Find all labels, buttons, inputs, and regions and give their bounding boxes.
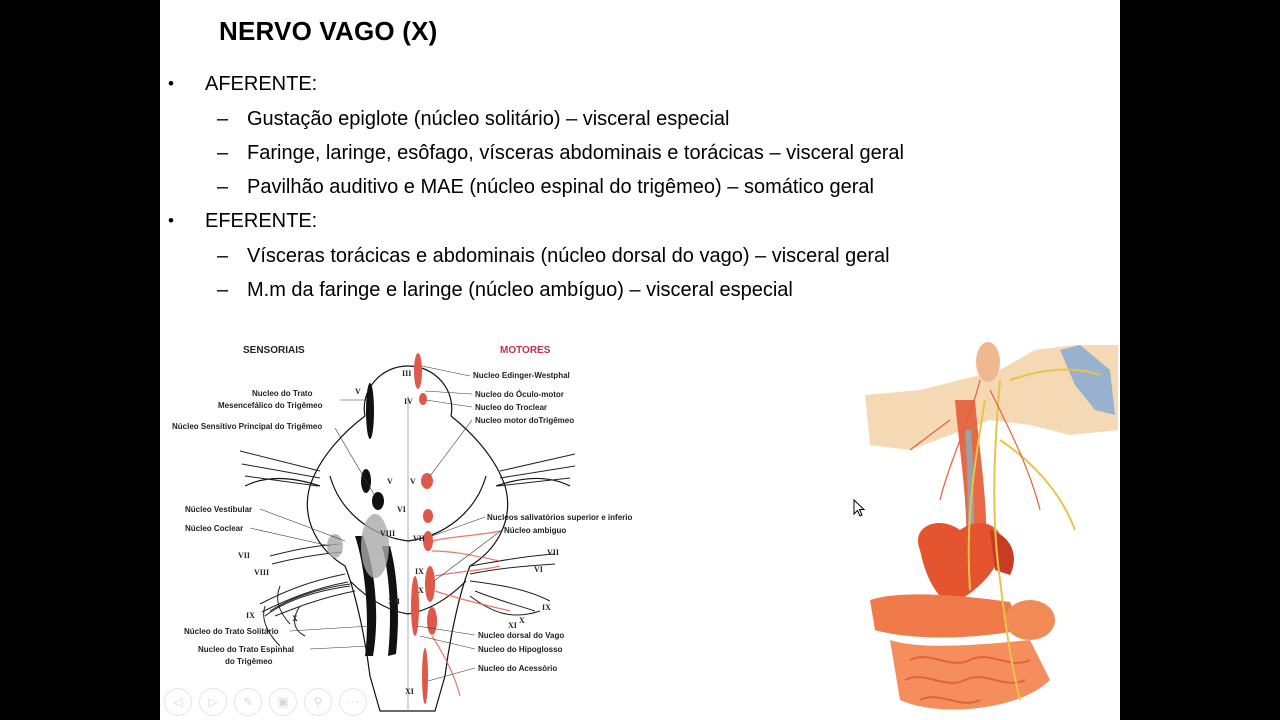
heart	[918, 523, 1002, 605]
sub-item: Pavilhão auditivo e MAE (núcleo espinal do trigêmeo) – somático geral	[247, 176, 875, 198]
label-mesencefalico-trigemeo: Mesencefálico do Trigêmeo	[218, 401, 323, 410]
more-icon[interactable]: ⋯	[339, 688, 367, 716]
roman-v: V	[410, 477, 416, 486]
prev-icon[interactable]: ◁	[164, 688, 192, 716]
slides-icon[interactable]: ▣	[269, 688, 297, 716]
left-leader-lines	[250, 400, 375, 649]
dash-marker: –	[217, 279, 229, 301]
label-edinger-westphal: Nucleo Edinger-Westphal	[473, 371, 570, 380]
right-labels	[473, 371, 632, 673]
zoom-icon[interactable]: ⚲	[304, 688, 332, 716]
roman-vii: VII	[238, 551, 251, 560]
label-oculo-motor: Nucleo do Óculo-motor	[475, 390, 564, 399]
bullet-marker: •	[168, 74, 174, 93]
label-trato-mesencefalico: Nucleo do Trato	[252, 389, 313, 398]
label-troclear: Nucleo do Troclear	[475, 403, 548, 412]
roman-x: X	[418, 586, 424, 595]
list-item-eferente: EFERENTE:	[205, 210, 318, 232]
roman-ix: IX	[415, 567, 424, 576]
roman-vii: VII	[413, 534, 426, 543]
liver	[870, 594, 1020, 637]
list-item-aferente: AFERENTE:	[205, 73, 318, 95]
roman-viii: VIII	[254, 568, 270, 577]
sub-item: M.m da faringe e laringe (núcleo ambíguo) – visceral especial	[247, 279, 793, 301]
roman-viii: VIII	[380, 529, 396, 538]
dash-marker: –	[217, 245, 229, 267]
label-nucleo-vestibular: Núcleo Vestibular	[185, 505, 253, 514]
sub-item: Vísceras torácicas e abdominais (núcleo dorsal do vago) – visceral geral	[247, 245, 890, 267]
roman-v: V	[387, 477, 393, 486]
roman-ix: IX	[246, 611, 255, 620]
bullet-marker: •	[168, 211, 174, 230]
label-ambiguo: Núcleo ambiguo	[504, 526, 567, 535]
label-salivatorios: Nucleos salivatórios superior e inferio	[487, 513, 633, 522]
roman-xii: XII	[388, 597, 401, 606]
label-trato-espinhal: Nucleo do Trato Espinhal	[198, 645, 295, 654]
next-icon[interactable]: ▷	[199, 688, 227, 716]
roman-vi: VI	[397, 505, 406, 514]
intestines	[890, 640, 1050, 710]
dash-marker: –	[217, 108, 229, 130]
vagus-anatomy-illustration	[860, 340, 1118, 720]
label-acessorio: Nucleo do Acessório	[478, 664, 558, 673]
label-trato-espinhal-2: do Trigêmeo	[225, 657, 273, 666]
roman-x: X	[292, 614, 298, 623]
slide-title: NERVO VAGO (X)	[219, 16, 438, 46]
roman-iii: III	[402, 369, 412, 378]
roman-xi: XI	[405, 687, 414, 696]
motor-nuclei	[411, 353, 437, 704]
label-hipoglosso: Nucleo do Hipoglosso	[478, 645, 563, 654]
left-labels	[172, 389, 323, 666]
roman-x: X	[519, 616, 525, 625]
brainstem-nuclei-diagram	[170, 336, 650, 720]
roman-vii: VII	[547, 548, 560, 557]
roman-ix: IX	[542, 603, 551, 612]
dash-marker: –	[217, 142, 229, 164]
label-motor-trigemeo: Nucleo motor doTrigêmeo	[475, 416, 575, 425]
sub-item: Faringe, laringe, esôfago, vísceras abdominais e torácicas – visceral geral	[247, 142, 904, 164]
slide	[160, 0, 1120, 720]
roman-v: V	[355, 387, 361, 396]
sub-item: Gustação epiglote (núcleo solitário) – visceral especial	[247, 108, 730, 130]
roman-vi: VI	[534, 565, 543, 574]
presentation-toolbar	[164, 688, 367, 716]
stomach	[1005, 600, 1055, 640]
header-sensoriais: SENSORIAIS	[243, 345, 305, 356]
label-trato-solitario: Núcleo do Trato Solitário	[184, 627, 279, 636]
header-motores: MOTORES	[500, 345, 551, 356]
label-sensitivo-principal: Núcleo Sensitivo Principal do Trigêmeo	[172, 422, 323, 431]
dash-marker: –	[217, 176, 229, 198]
mouse-cursor-icon	[853, 499, 867, 519]
label-dorsal-vago: Nucleo dorsal do Vago	[478, 631, 565, 640]
pen-icon[interactable]: ✎	[234, 688, 262, 716]
roman-iv: IV	[404, 397, 413, 406]
label-nucleo-coclear: Núcleo Coclear	[185, 524, 244, 533]
ear	[976, 342, 1000, 382]
roman-xi: XI	[508, 621, 517, 630]
